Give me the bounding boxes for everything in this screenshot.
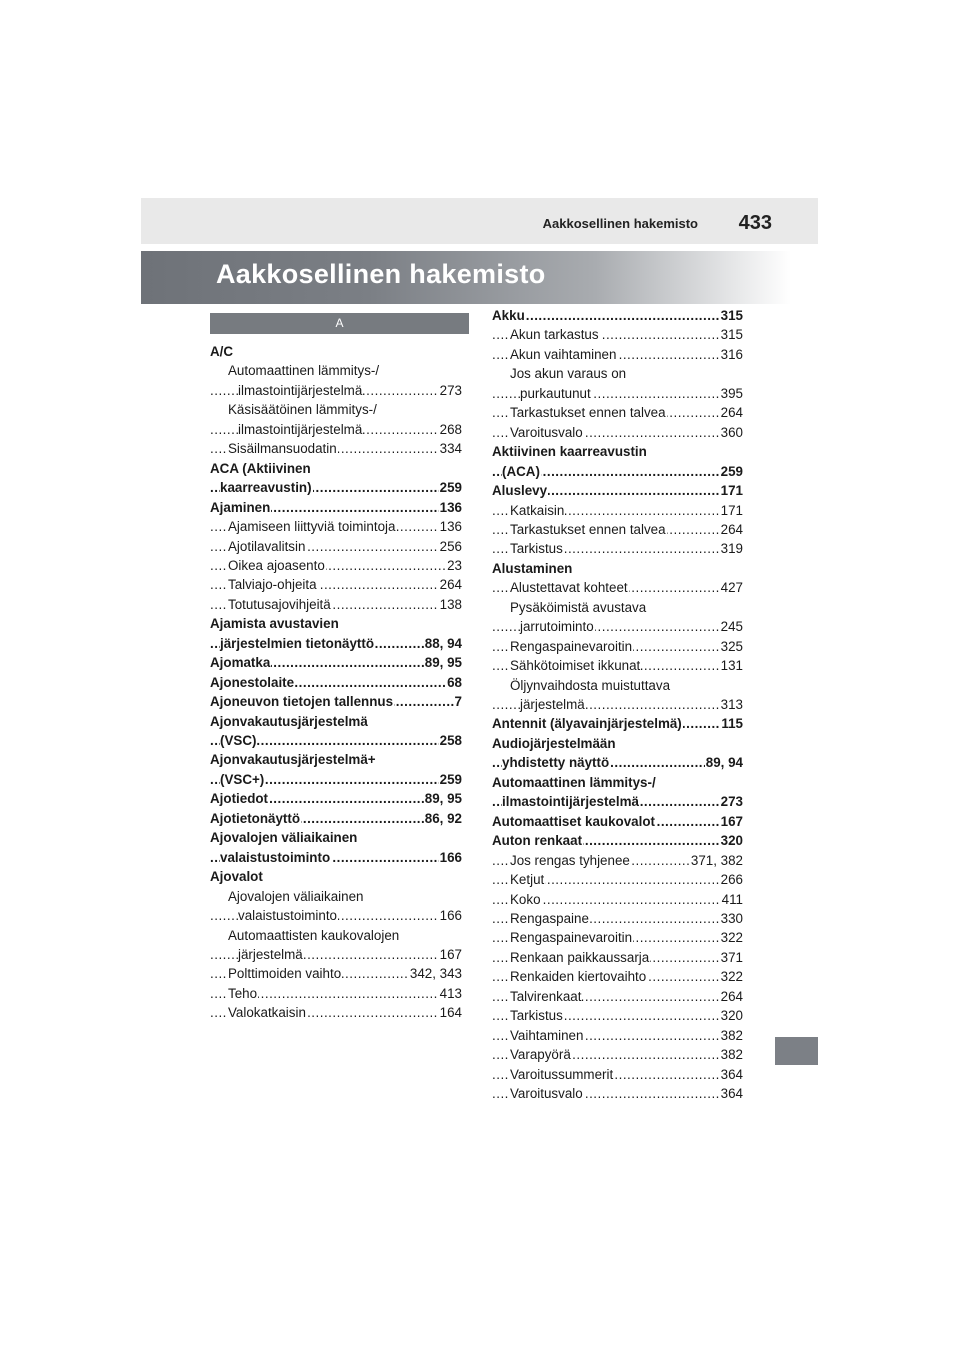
index-entry-term: ilmastointijärjestelmä xyxy=(238,421,363,437)
index-entry-term: Rengaspainevaroitin xyxy=(510,930,633,946)
page-number: 433 xyxy=(738,212,772,234)
index-entry xyxy=(492,734,743,754)
index-entry xyxy=(210,439,462,459)
index-entry-term: Ajotilavalitsin xyxy=(228,538,306,554)
index-entry-page: 245 xyxy=(720,617,743,637)
letter-heading: A xyxy=(210,313,469,334)
index-entry xyxy=(210,361,462,381)
index-entry-term: järjestelmä xyxy=(238,946,303,962)
index-entry-term: Varoitusvalo xyxy=(510,424,583,440)
index-entry-page: 115 xyxy=(720,714,743,734)
index-entry-term: Varapyörä xyxy=(510,1047,571,1063)
index-entry xyxy=(210,498,462,518)
index-entry xyxy=(492,656,743,676)
index-entry xyxy=(492,812,743,832)
index-entry xyxy=(210,614,462,634)
index-entry-page: 258 xyxy=(439,731,462,751)
index-entry-term: Talviajo-ohjeita xyxy=(228,577,317,593)
index-entry xyxy=(210,964,462,984)
index-entry xyxy=(492,539,743,559)
index-entry-term: Ajamista avustavien xyxy=(210,616,339,632)
index-entry-page: 395 xyxy=(720,384,743,404)
side-thumb-tab xyxy=(775,1037,818,1065)
index-entry-term: Sisäilmansuodatin xyxy=(228,441,337,457)
index-entry-term: Renkaiden kiertovaihto xyxy=(510,969,647,985)
index-entry xyxy=(210,731,462,751)
index-entry-page: 315 xyxy=(720,325,743,345)
index-entry-term: Oikea ajoasento xyxy=(228,557,325,573)
index-entry-page: 411 xyxy=(721,890,743,910)
index-entry xyxy=(492,967,743,987)
index-entry-term: Ajonestolaite xyxy=(210,674,295,690)
index-entry xyxy=(492,753,743,773)
index-entry-page: 167 xyxy=(439,945,462,965)
index-entry-page: 322 xyxy=(720,967,743,987)
index-entry-page: 138 xyxy=(439,595,462,615)
index-entry xyxy=(492,442,743,462)
index-entry xyxy=(210,673,462,693)
index-entry-term: Ajovalojen väliaikainen xyxy=(228,888,364,904)
index-entry-page: 427 xyxy=(720,578,743,598)
index-entry-term: Ajomatka xyxy=(210,655,271,671)
index-entry-term: Jos rengas tyhjenee xyxy=(510,852,630,868)
index-entry-term: Automaattisten kaukovalojen xyxy=(228,927,400,943)
index-entry-page: 86, 92 xyxy=(424,809,462,829)
index-entry xyxy=(492,325,743,345)
index-entry-page: 371, 382 xyxy=(690,851,743,871)
index-entry-term: valaistustoiminto xyxy=(220,849,331,865)
index-entry xyxy=(210,537,462,557)
index-entry xyxy=(492,306,743,326)
index-entry xyxy=(210,945,462,965)
index-entry xyxy=(492,578,743,598)
index-entry-page: 88, 94 xyxy=(424,634,462,654)
index-entry-page: 273 xyxy=(720,792,743,812)
index-entry xyxy=(210,692,462,712)
index-entry-term: Varoitusvalo xyxy=(510,1086,583,1101)
index-entry-page: 315 xyxy=(720,306,743,326)
index-entry xyxy=(492,948,743,968)
index-entry xyxy=(492,559,743,579)
index-entry xyxy=(210,789,462,809)
index-entry xyxy=(210,867,462,887)
index-entry-term: Audiojärjestelmään xyxy=(492,735,616,751)
index-entry xyxy=(210,595,462,615)
index-entry-page: 264 xyxy=(720,987,743,1007)
index-entry-term: Akku xyxy=(492,308,525,323)
index-entry-page: 413 xyxy=(439,984,462,1004)
index-entry-page: 319 xyxy=(720,539,743,559)
index-entry-term: Automaattinen lämmitys-/ xyxy=(228,363,380,379)
index-entry xyxy=(492,364,743,384)
index-entry-term: jarrutoiminto xyxy=(520,619,594,635)
index-entry-page: 164 xyxy=(439,1003,462,1023)
index-entry-term: Tarkastukset ennen talvea xyxy=(510,521,666,537)
index-entry xyxy=(210,517,462,537)
index-entry-term: Öljynvaihdosta muistuttava xyxy=(510,677,671,693)
index-entry-page: 167 xyxy=(720,812,743,832)
header-section-title: Aakkosellinen hakemisto xyxy=(542,216,698,231)
index-entry-page: 171 xyxy=(720,501,743,521)
index-entry-page: 382 xyxy=(720,1045,743,1065)
index-entry xyxy=(492,773,743,793)
index-entry-term: (ACA) xyxy=(502,463,540,479)
index-entry xyxy=(492,345,743,365)
index-entry-page: 166 xyxy=(439,848,462,868)
index-entry-term: A/C xyxy=(210,344,234,359)
index-entry-term: Alustaminen xyxy=(492,560,573,576)
index-entry-term: Ajaminen xyxy=(210,499,271,515)
index-entry-page: 330 xyxy=(720,909,743,929)
index-entry xyxy=(210,984,462,1004)
index-entry-term: yhdistetty näyttö xyxy=(502,755,610,771)
index-entry-page: 171 xyxy=(720,481,743,501)
index-entry xyxy=(210,478,462,498)
index-entry xyxy=(492,1006,743,1026)
index-entry-page: 264 xyxy=(439,575,462,595)
index-entry xyxy=(210,342,462,362)
index-entry-term: Teho xyxy=(228,985,258,1001)
index-entry-term: Aluslevy xyxy=(492,483,548,499)
index-entry xyxy=(492,831,743,851)
title-band xyxy=(141,251,791,304)
index-entry-page: 320 xyxy=(720,831,743,851)
index-entry-page: 136 xyxy=(439,498,462,518)
index-entry-term: ilmastointijärjestelmä xyxy=(502,794,639,810)
index-entry xyxy=(492,598,743,618)
index-entry xyxy=(210,381,462,401)
index-entry xyxy=(210,459,462,479)
index-entry-term: Pysäköimistä avustava xyxy=(510,599,647,615)
index-entry xyxy=(492,1084,743,1104)
index-entry xyxy=(210,770,462,790)
index-entry-term: Ajamiseen liittyviä toimintoja xyxy=(228,519,396,535)
index-entry xyxy=(492,792,743,812)
index-entry xyxy=(210,1003,462,1023)
index-entry-term: Käsisäätöinen lämmitys-/ xyxy=(228,402,377,418)
index-entry-term: Ajotiedot xyxy=(210,791,269,807)
index-entry-term: järjestelmä xyxy=(520,697,585,712)
index-entry xyxy=(492,695,743,715)
index-entry-term: Rengaspaine xyxy=(510,910,589,926)
page-title: Aakkosellinen hakemisto xyxy=(216,259,546,289)
index-entry-term: Ajovalot xyxy=(210,869,263,885)
index-entry xyxy=(210,712,462,732)
index-entry-term: Aktiivinen kaarreavustin xyxy=(492,444,647,460)
index-entry-term: ACA (Aktiivinen xyxy=(210,460,311,476)
index-entry-page: 322 xyxy=(720,928,743,948)
index-entry-term: Ajoneuvon tietojen tallennus xyxy=(210,694,394,710)
index-entry-page: 89, 95 xyxy=(424,653,462,673)
index-entry xyxy=(210,653,462,673)
index-entry-page: 166 xyxy=(439,906,462,926)
index-entry-term: Akun vaihtaminen xyxy=(510,346,617,362)
index-entry-page: 131 xyxy=(720,656,743,676)
index-entry xyxy=(492,481,743,501)
index-entry-term: Polttimoiden vaihto xyxy=(228,966,342,982)
index-entry xyxy=(492,384,743,404)
index-entry-term: Renkaan paikkaussarja xyxy=(510,949,650,965)
index-entry xyxy=(210,400,462,420)
index-entry xyxy=(210,556,462,576)
index-entry xyxy=(210,809,462,829)
index-entry-page: 342, 343 xyxy=(409,964,462,984)
index-entry-term: Akun tarkastus xyxy=(510,327,599,343)
index-entry-term: (VSC+) xyxy=(220,771,265,787)
index-entry-page: 364 xyxy=(720,1065,743,1085)
index-entry-page: 382 xyxy=(720,1026,743,1046)
index-entry-page: 320 xyxy=(720,1006,743,1026)
index-entry-term: purkautunut xyxy=(520,385,591,401)
index-entry-term: Tarkistus xyxy=(510,1008,563,1024)
index-entry-term: kaarreavustin) xyxy=(220,480,312,496)
index-entry-page: 360 xyxy=(720,423,743,443)
index-entry-term: Katkaisin xyxy=(510,502,565,518)
index-entry xyxy=(492,501,743,521)
index-entry-term: Tarkistus xyxy=(510,541,563,557)
index-entry xyxy=(492,1045,743,1065)
index-entry xyxy=(210,828,462,848)
index-entry-page: 264 xyxy=(720,403,743,423)
index-entry xyxy=(492,987,743,1007)
index-entry-page: 89, 95 xyxy=(424,789,462,809)
index-entry xyxy=(492,403,743,423)
index-entry-page: 325 xyxy=(720,637,743,657)
index-entry xyxy=(492,423,743,443)
index-entry-page: 256 xyxy=(439,537,462,557)
index-entry xyxy=(210,848,462,868)
index-entry-page: 23 xyxy=(446,556,462,576)
index-entry-term: Vaihtaminen xyxy=(510,1027,584,1043)
index-entry xyxy=(210,887,462,907)
index-entry-page: 266 xyxy=(720,870,743,890)
index-entry-term: Automaattiset kaukovalot xyxy=(492,813,655,829)
index-entry-term: järjestelmien tietonäyttö xyxy=(220,635,375,651)
index-entry xyxy=(492,637,743,657)
index-entry-page: 259 xyxy=(439,770,462,790)
index-entry xyxy=(492,870,743,890)
index-entry-term: Varoitussummerit xyxy=(510,1066,614,1082)
index-entry-term: Auton renkaat xyxy=(492,833,583,849)
index-entry xyxy=(492,909,743,929)
index-entry-page: 264 xyxy=(720,520,743,540)
index-entry xyxy=(492,851,743,871)
index-entry-page: 136 xyxy=(439,517,462,537)
index-entry-page: 89, 94 xyxy=(705,753,743,773)
index-entry xyxy=(492,928,743,948)
index-entry xyxy=(210,420,462,440)
index-entry-term: Totutusajovihjeitä xyxy=(228,596,331,612)
index-entry-term: Ajovalojen väliaikainen xyxy=(210,830,358,846)
index-entry xyxy=(492,890,743,910)
index-entry-page: 259 xyxy=(720,462,743,482)
index-entry-term: (VSC) xyxy=(220,733,257,748)
index-entry xyxy=(210,906,462,926)
index-entry-page: 273 xyxy=(439,381,462,401)
index-entry-term: Valokatkaisin xyxy=(228,1005,306,1021)
index-entry-page: 313 xyxy=(720,695,743,715)
index-entry-page: 371 xyxy=(720,948,743,968)
index-entry xyxy=(492,676,743,696)
index-entry-page: 364 xyxy=(720,1084,743,1104)
index-entry-term: Tarkastukset ennen talvea xyxy=(510,405,666,421)
index-entry xyxy=(492,462,743,482)
page-header xyxy=(141,198,818,244)
index-entry-term: Koko xyxy=(510,891,541,907)
index-entry-term: Alustettavat kohteet xyxy=(510,580,628,596)
index-entry xyxy=(210,926,462,946)
index-entry xyxy=(210,634,462,654)
index-entry-term: Rengaspainevaroitin xyxy=(510,638,633,654)
index-entry-term: Ajotietonäyttö xyxy=(210,810,301,826)
index-entry-term: Talvirenkaat xyxy=(510,988,582,1004)
index-entry-term: Antennit (älyavainjärjestelmä) xyxy=(492,716,682,732)
index-entry-term: Jos akun varaus on xyxy=(510,366,627,382)
index-entry-page: 268 xyxy=(439,420,462,440)
index-entry xyxy=(492,1065,743,1085)
index-entry xyxy=(492,1026,743,1046)
index-entry-term: Ketjut xyxy=(510,872,545,888)
index-entry xyxy=(210,575,462,595)
index-entry xyxy=(492,520,743,540)
index-entry xyxy=(492,714,743,734)
index-entry-term: ilmastointijärjestelmä xyxy=(238,382,363,398)
index-entry-page: 7 xyxy=(454,692,462,712)
index-entry-term: Ajonvakautusjärjestelmä xyxy=(210,713,368,729)
index-entry-term: Automaattinen lämmitys-/ xyxy=(492,774,656,790)
index-entry-page: 68 xyxy=(446,673,462,693)
index-entry xyxy=(210,750,462,770)
index-entry xyxy=(492,617,743,637)
index-entry-page: 334 xyxy=(439,439,462,459)
index-entry-term: Sähkötoimiset ikkunat xyxy=(510,658,641,674)
index-entry-page: 316 xyxy=(720,345,743,365)
index-entry-term: valaistustoiminto xyxy=(238,908,337,924)
index-entry-term: Ajonvakautusjärjestelmä+ xyxy=(210,752,376,768)
index-entry-page: 259 xyxy=(439,478,462,498)
